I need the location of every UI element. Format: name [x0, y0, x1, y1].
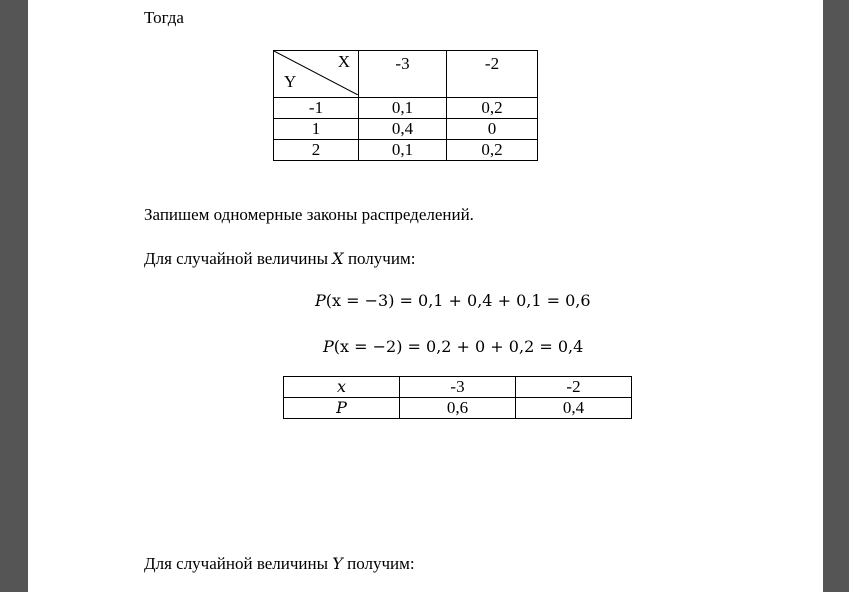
row-label: x: [284, 377, 400, 398]
col-header: -2: [447, 51, 538, 98]
corner-x-label: X: [337, 52, 350, 71]
row-label: -1: [274, 98, 359, 119]
paragraph-text: [144, 249, 415, 269]
table-cell: 0,1: [359, 98, 447, 119]
row-label: 1: [274, 119, 359, 140]
row-label: P: [284, 398, 400, 419]
col-header: -3: [359, 51, 447, 98]
equation-2: [323, 337, 583, 357]
eq-symbol: P: [323, 337, 334, 356]
table-cell: -2: [516, 377, 632, 398]
table-row: [274, 119, 538, 140]
eq-args: (x = −3): [325, 291, 395, 310]
paragraph-suffix: получим:: [343, 249, 416, 268]
heading-text: Тогда: [144, 8, 184, 27]
table-row: [274, 140, 538, 161]
table-header-row: [274, 51, 538, 98]
paragraph-suffix: получим:: [342, 554, 415, 573]
left-margin-bar: [0, 0, 28, 592]
paragraph-text: [144, 554, 415, 574]
table-cell: 0: [447, 119, 538, 140]
paragraph-prefix: Для случайной величины: [144, 554, 333, 573]
eq-rhs: = 0,2 + 0 + 0,2 = 0,4: [402, 337, 584, 356]
table-cell: 0,4: [359, 119, 447, 140]
paragraph-prefix: Для случайной величины: [144, 249, 333, 268]
equation-1: [315, 291, 591, 311]
eq-rhs: = 0,1 + 0,4 + 0,1 = 0,6: [394, 291, 591, 310]
joint-distribution-table: [273, 50, 538, 161]
table-row: [284, 377, 632, 398]
table-row: [284, 398, 632, 419]
variable-x: X: [332, 249, 344, 268]
table-cell: 0,2: [447, 140, 538, 161]
table-cell: -3: [400, 377, 516, 398]
variable-y: Y: [332, 554, 343, 573]
eq-args: (x = −2): [333, 337, 403, 356]
table-row: [274, 98, 538, 119]
paragraph-text: Запишем одномерные законы распределений.: [144, 205, 474, 224]
corner-y-label: Y: [284, 72, 297, 91]
row-label: 2: [274, 140, 359, 161]
corner-cell: [274, 51, 359, 98]
table-cell: 0,1: [359, 140, 447, 161]
table-cell: 0,2: [447, 98, 538, 119]
document-page: [28, 0, 823, 592]
marginal-x-table: [283, 376, 632, 419]
table-cell: 0,4: [516, 398, 632, 419]
table-cell: 0,6: [400, 398, 516, 419]
eq-symbol: P: [315, 291, 326, 310]
right-scrollbar[interactable]: [823, 0, 849, 592]
